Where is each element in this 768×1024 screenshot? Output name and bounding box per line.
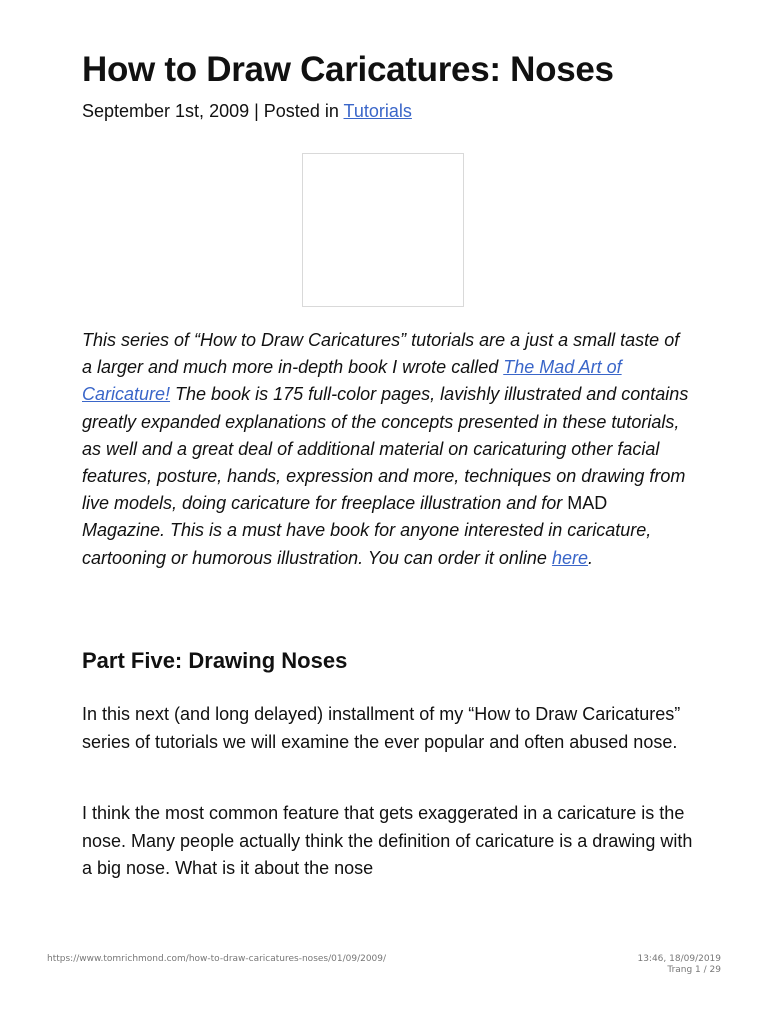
section-heading: Part Five: Drawing Noses [82, 648, 348, 673]
intro-end: . [587, 547, 593, 568]
intro-text-2: The book is 175 full-color pages, lavishly illustrated and contains greatly expanded explanations of the concepts presented in these tutorials, as well and a great deal of additional material on caricaturing other facial features, posture, hands, expression and more, techniques on drawing from live models, doing caricature for freeplace illustration and for [82, 384, 689, 514]
body-paragraph: I think the most common feature that gets exaggerated in a caricature is the nose. Many people actually think the definition of caricature is a drawing with a big nose. What is it about the nose [82, 803, 693, 878]
body-paragraph: In this next (and long delayed) installment of my “How to Draw Caricatures” series of tutorials we will examine the ever popular and often abused nose. [82, 704, 681, 752]
book-link[interactable]: The Mad Art of Caricature! [82, 357, 622, 405]
mad-text: MAD [567, 493, 608, 514]
page-title: How to Draw Caricatures: Noses [82, 50, 614, 89]
intro-paragraph [82, 327, 694, 572]
category-link-tutorials[interactable]: Tutorials [343, 101, 412, 121]
intro-text-3: Magazine. This is a must have book for anyone interested in caricature, cartooning or humorous illustration. You can order it online [82, 520, 652, 568]
order-here-link[interactable]: here [551, 547, 588, 568]
article-image-placeholder [302, 153, 464, 307]
footer-url: https://www.tomrichmond.com/how-to-draw-caricatures-noses/01/09/2009/ [47, 954, 387, 964]
post-meta [82, 101, 412, 122]
post-date: September 1st, 2009 | Posted in [82, 101, 344, 121]
intro-text-1: This series of “How to Draw Caricatures” tutorials are a just a small taste of a larger and much more in-depth book I wrote called [82, 330, 680, 378]
footer-page-number: Trang 1 / 29 [667, 965, 721, 975]
footer-timestamp: 13:46, 18/09/2019 [637, 954, 721, 964]
footer-info [637, 954, 721, 976]
